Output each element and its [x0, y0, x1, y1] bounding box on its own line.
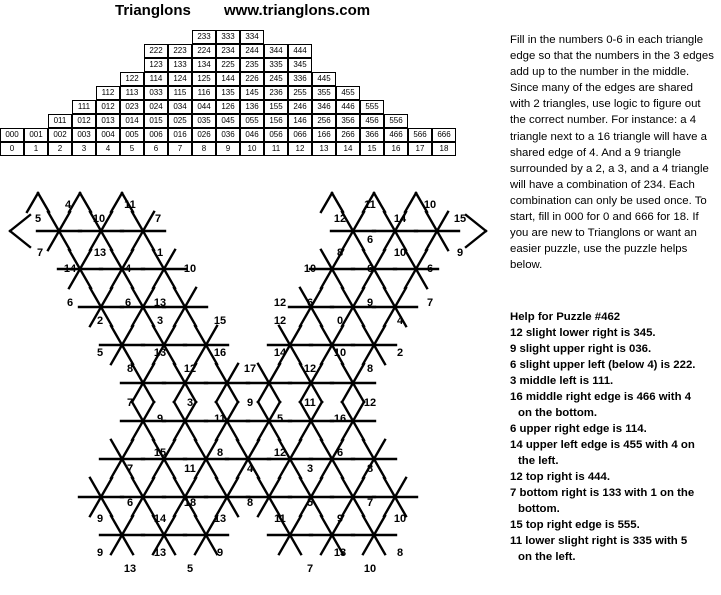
sum-cell: 3: [72, 142, 96, 156]
triangle-clue: 9: [216, 547, 224, 559]
app-title: Trianglons: [115, 2, 191, 19]
combo-cell: 116: [192, 86, 216, 100]
sum-cell: 9: [216, 142, 240, 156]
combo-cell: 666: [432, 128, 456, 142]
combo-cell: 035: [192, 114, 216, 128]
triangle-clue: 10: [363, 563, 377, 575]
combo-cell: 112: [96, 86, 120, 100]
combo-cell: 144: [216, 72, 240, 86]
combo-cell: 245: [264, 72, 288, 86]
triangle-clue: 11: [304, 397, 316, 409]
triangle-clue: 13: [213, 513, 227, 525]
triangle-clue: 15: [153, 447, 167, 459]
sum-cell: 10: [240, 142, 264, 156]
combo-cell: 006: [144, 128, 168, 142]
triangle-edge[interactable]: [10, 215, 30, 231]
sum-cell: 0: [0, 142, 24, 156]
triangle-clue: 5: [96, 347, 104, 359]
combo-cell: 033: [144, 86, 168, 100]
combo-cell: 266: [336, 128, 360, 142]
triangle-clue: 4: [246, 463, 254, 475]
triangle-clue: 12: [333, 213, 347, 225]
triangle-clue: 0: [336, 315, 344, 327]
combo-cell: 114: [144, 72, 168, 86]
combo-cell: 122: [120, 72, 144, 86]
triangle-clue: 10: [423, 199, 437, 211]
combo-cell: 012: [96, 100, 120, 114]
combo-cell: 011: [48, 114, 72, 128]
triangle-clue: 4: [396, 315, 404, 327]
combo-cell: 115: [168, 86, 192, 100]
combo-cell: 226: [240, 72, 264, 86]
triangle-clue: 2: [396, 347, 404, 359]
triangle-clue: 3: [156, 315, 164, 327]
site-url[interactable]: www.trianglons.com: [224, 2, 371, 19]
combo-cell: 133: [168, 58, 192, 72]
combo-cell: 003: [72, 128, 96, 142]
triangle-clue: 8: [216, 447, 224, 459]
combo-cell: 336: [288, 72, 312, 86]
triangle-clue: 8: [246, 497, 254, 509]
triangle-clue: 10: [183, 263, 197, 275]
combo-cell: 135: [216, 86, 240, 100]
combo-cell: 055: [240, 114, 264, 128]
triangle-clue: 10: [333, 347, 347, 359]
sum-cell: 16: [384, 142, 408, 156]
triangle-edge[interactable]: [80, 193, 91, 212]
help-hint: 6 upper right edge is 114.: [510, 423, 647, 435]
sum-cell: 17: [408, 142, 432, 156]
combo-cell: 024: [144, 100, 168, 114]
sum-cell: 12: [288, 142, 312, 156]
triangle-clue: 9: [246, 397, 254, 409]
triangle-clue: 6: [336, 447, 344, 459]
triangle-clue: 9: [336, 513, 344, 525]
combo-cell: 345: [288, 58, 312, 72]
triangle-clue: 6: [426, 263, 434, 275]
triangle-clue: 7: [36, 247, 44, 259]
combo-cell: 004: [96, 128, 120, 142]
help-hint: 12 slight lower right is 345.: [510, 327, 656, 339]
combo-cell: 113: [120, 86, 144, 100]
triangle-clue: 7: [126, 397, 134, 409]
triangle-clue: 18: [183, 497, 197, 509]
sum-cell: 8: [192, 142, 216, 156]
triangle-clue: 14: [63, 263, 77, 275]
triangle-clue: 12: [273, 315, 287, 327]
triangle-clue: 6: [366, 234, 374, 246]
header: [0, 0, 500, 24]
help-section: [510, 309, 716, 565]
combo-cell: 333: [216, 30, 240, 44]
triangle-clue: 10: [393, 247, 407, 259]
combo-cell: 124: [168, 72, 192, 86]
help-title: Help for Puzzle #462: [510, 311, 621, 323]
triangle-clue: 5: [306, 497, 314, 509]
triangle-clue: 13: [153, 547, 167, 559]
triangle-clue: 15: [453, 213, 467, 225]
combo-cell: 146: [288, 114, 312, 128]
help-hint: 9 slight upper right is 036.: [510, 343, 652, 355]
sum-cell: 7: [168, 142, 192, 156]
triangle-clue: 8: [126, 363, 134, 375]
combo-cell: 134: [192, 58, 216, 72]
triangle-clue: 12: [183, 363, 197, 375]
help-hint: 7 bottom right is 133 with 1 on the: [510, 487, 695, 499]
triangle-edge[interactable]: [332, 193, 343, 212]
triangle-clue: 4: [64, 199, 72, 211]
combo-cell: 456: [360, 114, 384, 128]
triangle-clue: 11: [364, 199, 376, 211]
combo-cell: 446: [336, 100, 360, 114]
triangle-clue: 5: [34, 213, 42, 225]
combo-cell: 222: [144, 44, 168, 58]
combo-cell: 156: [264, 114, 288, 128]
combo-cell: 036: [216, 128, 240, 142]
combo-cell: 155: [264, 100, 288, 114]
triangle-clue: 7: [426, 297, 434, 309]
combo-cell: 466: [384, 128, 408, 142]
combo-cell: 012: [72, 114, 96, 128]
triangle-clue: 8: [336, 247, 344, 259]
combo-cell: 013: [96, 114, 120, 128]
help-hint: 15 top right edge is 555.: [510, 519, 640, 531]
combo-cell: 034: [168, 100, 192, 114]
triangle-clue: 11: [214, 413, 226, 425]
combo-cell: 002: [48, 128, 72, 142]
combo-cell: 246: [288, 100, 312, 114]
combo-cell: 334: [240, 30, 264, 44]
triangle-clue: 14: [273, 347, 287, 359]
combo-cell: 255: [288, 86, 312, 100]
combo-cell: 014: [120, 114, 144, 128]
help-hint: the left.: [518, 455, 559, 467]
triangle-clue: 11: [184, 463, 196, 475]
puzzle-board: [0, 175, 500, 595]
triangle-clue: 7: [366, 497, 374, 509]
combo-cell: 136: [240, 100, 264, 114]
triangle-clue: 13: [153, 297, 167, 309]
triangle-clue: 6: [306, 297, 314, 309]
triangle-clue: 3: [306, 463, 314, 475]
combo-cell: 225: [216, 58, 240, 72]
combo-cell: 026: [192, 128, 216, 142]
triangle-clue: 8: [366, 363, 374, 375]
triangle-edge[interactable]: [466, 231, 486, 247]
triangle-clue: 5: [186, 563, 194, 575]
combo-cell: 046: [240, 128, 264, 142]
sum-cell: 5: [120, 142, 144, 156]
triangle-clue: 12: [273, 447, 287, 459]
triangle-clue: 14: [393, 213, 407, 225]
combo-cell: 015: [144, 114, 168, 128]
triangle-clue: 6: [66, 297, 74, 309]
triangle-clue: 7: [306, 563, 314, 575]
combo-cell: 066: [288, 128, 312, 142]
triangle-clue: 12: [273, 297, 287, 309]
combo-cell: 000: [0, 128, 24, 142]
combo-cell: 244: [240, 44, 264, 58]
triangle-clue: 9: [96, 547, 104, 559]
combo-cell: 555: [360, 100, 384, 114]
help-hint: 6 slight upper left (below 4) is 222.: [510, 359, 696, 371]
triangle-clue: 5: [276, 413, 284, 425]
combo-cell: 056: [264, 128, 288, 142]
combo-cell: 366: [360, 128, 384, 142]
combo-cell: 166: [312, 128, 336, 142]
sum-cell: 6: [144, 142, 168, 156]
help-hint: on the bottom.: [518, 407, 598, 419]
triangle-clue: 4: [124, 263, 132, 275]
combo-cell: 023: [120, 100, 144, 114]
combo-cell: 344: [264, 44, 288, 58]
hint-list: [510, 325, 716, 565]
triangle-clue: 9: [456, 247, 464, 259]
combo-cell: 355: [312, 86, 336, 100]
combo-cell: 005: [120, 128, 144, 142]
combo-cell: 444: [288, 44, 312, 58]
triangle-clue: 16: [333, 413, 347, 425]
triangle-clue: 8: [396, 547, 404, 559]
combo-cell: 025: [168, 114, 192, 128]
combo-cell: 125: [192, 72, 216, 86]
combo-cell: 256: [312, 114, 336, 128]
help-hint: 16 middle right edge is 466 with 4: [510, 391, 692, 403]
triangle-clue: 6: [126, 497, 134, 509]
triangle-clue: 13: [123, 563, 137, 575]
combo-cell: 224: [192, 44, 216, 58]
combo-cell: 445: [312, 72, 336, 86]
combo-cell: 566: [408, 128, 432, 142]
help-hint: on the left.: [518, 551, 576, 563]
triangle-clue: 10: [303, 263, 317, 275]
combo-cell: 123: [144, 58, 168, 72]
sum-cell: 13: [312, 142, 336, 156]
triangle-clue: 13: [153, 347, 167, 359]
instructions-text: Fill in the numbers 0-6 in each triangle edge so that the numbers in the 3 edges add up to the number in the middle. Since many of the edges are shared with 2 triangles, use logic to figure out the correct number. For instance: a 4 triangle next to a 16 triangle will have a shared edge of 4. And a 9 triangle surrounded by a 2, a 3, and a 4 triangle will have a combination of 234. Each combination can only be used once. To start, fill in 000 for 0 and 666 for 18. If you are new to Trianglons or want an easier puzzle, use the puzzle helps below.: [510, 34, 714, 272]
triangle-clue: 6: [124, 297, 132, 309]
triangle-clue: 16: [213, 347, 227, 359]
triangle-clue: 10: [92, 213, 106, 225]
triangle-clue: 15: [213, 315, 227, 327]
help-hint: 12 top right is 444.: [510, 471, 611, 483]
sum-cell: 15: [360, 142, 384, 156]
triangle-clue: 11: [274, 513, 286, 525]
triangle-clue: 9: [96, 513, 104, 525]
triangle-clue: 2: [96, 315, 104, 327]
combo-cell: 045: [216, 114, 240, 128]
triangle-edge[interactable]: [111, 193, 122, 212]
combo-cell: 235: [240, 58, 264, 72]
triangle-clue: 12: [363, 397, 377, 409]
triangle-clue: 1: [156, 247, 164, 259]
combo-cell: 233: [192, 30, 216, 44]
triangle-edge[interactable]: [321, 193, 332, 212]
combo-cell: 234: [216, 44, 240, 58]
triangle-edge[interactable]: [466, 215, 486, 231]
triangle-clue: 10: [393, 513, 407, 525]
triangle-clue: 17: [243, 363, 257, 375]
help-hint: bottom.: [518, 503, 560, 515]
combo-cell: 335: [264, 58, 288, 72]
combo-cell: 126: [216, 100, 240, 114]
combo-cell: 346: [312, 100, 336, 114]
combo-cell: 356: [336, 114, 360, 128]
sum-cell: 4: [96, 142, 120, 156]
triangle-edge[interactable]: [27, 193, 38, 212]
triangle-clue: 13: [93, 247, 107, 259]
help-hint: 3 middle left is 111.: [510, 375, 614, 387]
combo-cell: 111: [72, 100, 96, 114]
combo-cell: 223: [168, 44, 192, 58]
triangle-clue: 8: [366, 463, 374, 475]
triangle-clue: 7: [126, 463, 134, 475]
triangle-edge[interactable]: [405, 193, 416, 212]
sum-cell: 2: [48, 142, 72, 156]
combo-cell: 145: [240, 86, 264, 100]
triangle-clue: 14: [153, 513, 167, 525]
triangle-clue: 13: [333, 547, 347, 559]
combo-cell: 016: [168, 128, 192, 142]
help-hint: 14 upper left edge is 455 with 4 on: [510, 439, 695, 451]
combo-cell: 044: [192, 100, 216, 114]
triangle-clue: 9: [366, 297, 374, 309]
sum-cell: 1: [24, 142, 48, 156]
sum-cell: 11: [264, 142, 288, 156]
sum-cell: 14: [336, 142, 360, 156]
combo-cell: 455: [336, 86, 360, 100]
triangle-clue: 6: [366, 263, 374, 275]
triangle-clue: 3: [186, 397, 194, 409]
combo-cell: 556: [384, 114, 408, 128]
triangle-clue: 12: [303, 363, 317, 375]
triangle-edge[interactable]: [10, 231, 30, 247]
triangle-clue: 9: [156, 413, 164, 425]
triangle-clue: 7: [154, 213, 162, 225]
combo-cell: 236: [264, 86, 288, 100]
sum-cell: 18: [432, 142, 456, 156]
help-hint: 11 lower slight right is 335 with 5: [510, 535, 688, 547]
triangle-clue: 11: [124, 199, 136, 211]
combo-cell: 001: [24, 128, 48, 142]
triangle-edge[interactable]: [38, 193, 49, 212]
